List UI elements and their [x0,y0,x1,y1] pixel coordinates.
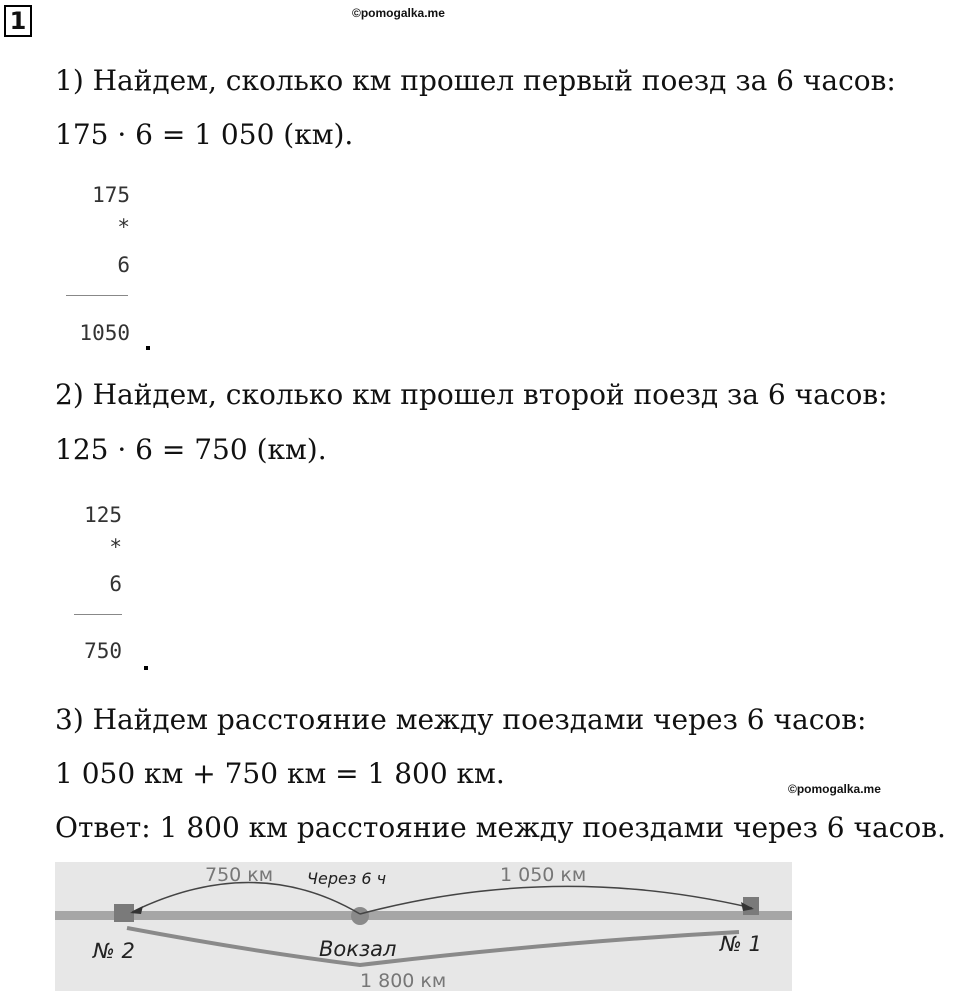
train-left-label: № 2 [93,939,135,963]
trains-diagram-svg [55,862,792,991]
time-label: Через 6 ч [307,869,387,888]
step2-column-bottom: 6 [109,572,122,596]
left-distance-label: 750 км [205,864,274,886]
station-label: Вокзал [319,937,397,961]
step1-column-line [66,295,128,296]
right-distance-label: 1 050 км [500,864,587,886]
step1-text: 1) Найдем, сколько км прошел первый поезд за 6 часов: [55,64,896,97]
train-right-label: № 1 [720,932,762,956]
step2-column-result: 750 [84,639,122,663]
task-number-box [4,5,32,37]
step2-column-top: 125 [84,503,122,527]
right-arc [360,886,752,914]
step1-column-result: 1050 [79,321,130,345]
answer-text: Ответ: 1 800 км расстояние между поездами через 6 часов. [55,811,946,844]
total-distance-label: 1 800 км [360,970,447,991]
step2-column-line [74,614,122,615]
step2-formula: 125 · 6 = 750 (км). [55,433,327,466]
step1-formula: 175 · 6 = 1 050 (км). [55,118,354,151]
step2-period [144,666,148,670]
step1-column-bottom: 6 [117,253,130,277]
step1-column-top: 175 [92,183,130,207]
step3-formula: 1 050 км + 750 км = 1 800 км. [55,757,505,790]
total-distance-brace [127,928,739,965]
step1-column-op: * [117,215,130,239]
step3-text: 3) Найдем расстояние между поездами через 6 часов: [55,703,867,736]
trains-diagram [55,862,792,991]
step2-text: 2) Найдем, сколько км прошел второй поезд за 6 часов: [55,378,888,411]
railway-line [55,911,792,920]
step2-column-op: * [109,535,122,559]
watermark-top: ©pomogalka.me [352,6,445,20]
step1-period [146,346,150,350]
watermark-mid: ©pomogalka.me [788,782,881,796]
task-number: 1 [9,7,27,35]
